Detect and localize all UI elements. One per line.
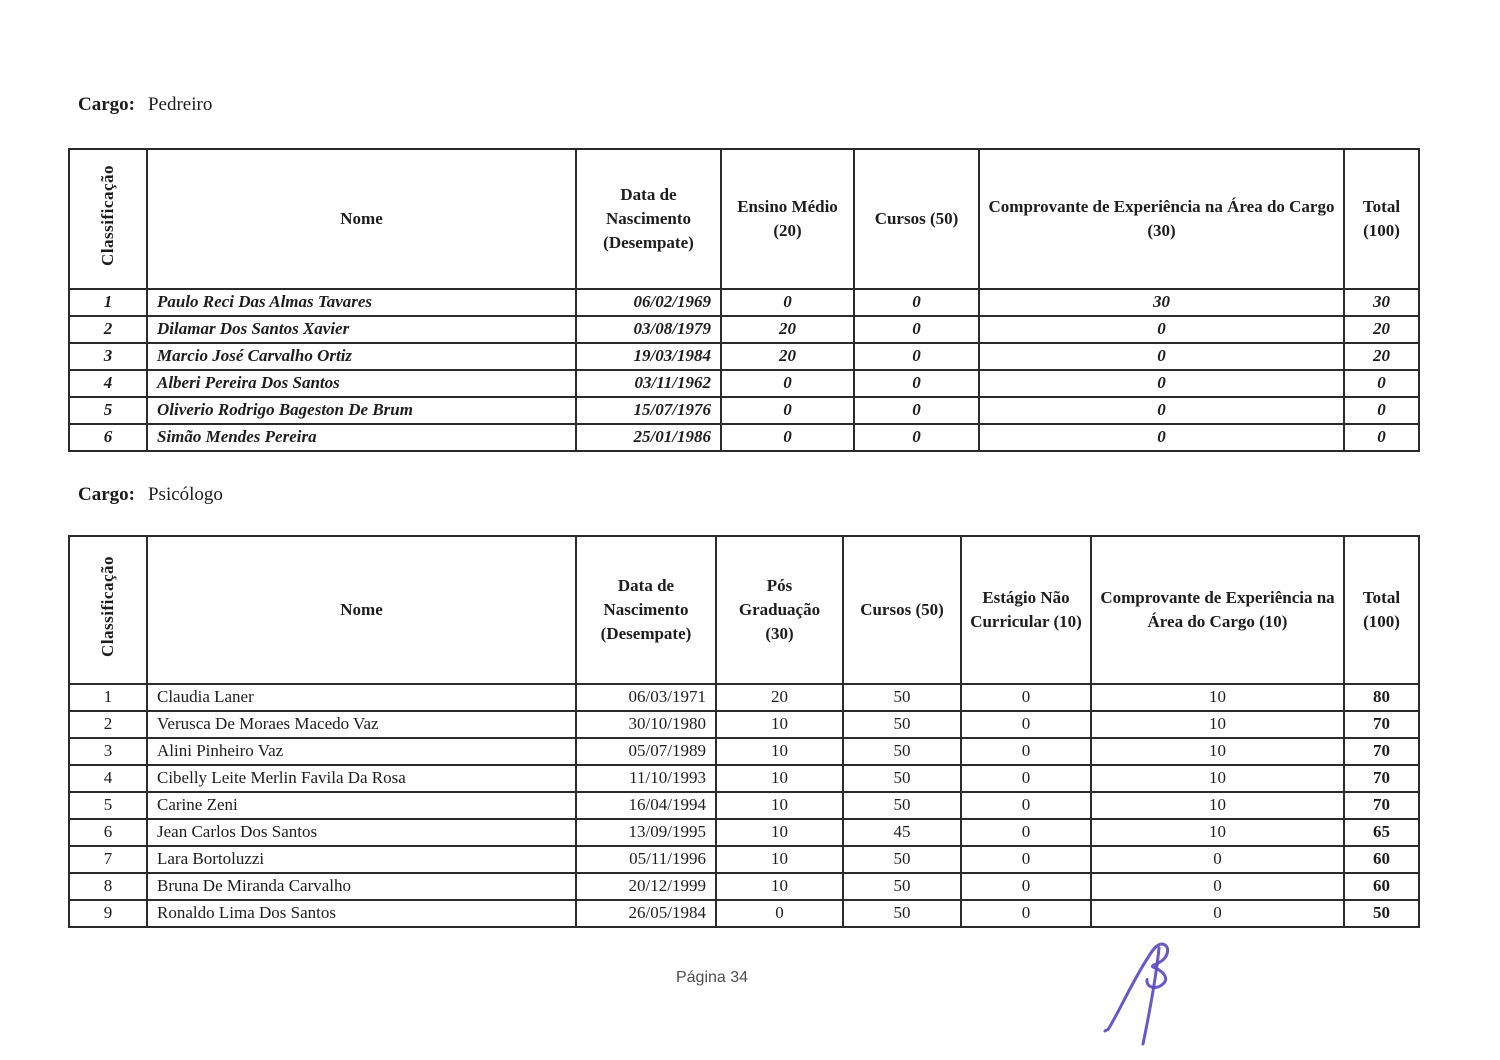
table-cell: 4 xyxy=(69,765,147,792)
table-cell: 16/04/1994 xyxy=(576,792,716,819)
table-cell: Bruna De Miranda Carvalho xyxy=(147,873,576,900)
psicologo-table-header xyxy=(69,536,1419,684)
table-cell: 0 xyxy=(854,424,979,451)
table-cell: 10 xyxy=(716,792,843,819)
table-cell: 60 xyxy=(1344,846,1419,873)
table-row xyxy=(69,343,1419,370)
table-cell: 0 xyxy=(961,765,1091,792)
table-cell: 0 xyxy=(854,289,979,316)
table-cell: 50 xyxy=(843,873,961,900)
table-cell: 20 xyxy=(721,343,854,370)
table-cell: 45 xyxy=(843,819,961,846)
table-cell: 0 xyxy=(961,684,1091,711)
table-cell: 0 xyxy=(961,900,1091,927)
table-cell: 8 xyxy=(69,873,147,900)
table-cell: 10 xyxy=(1091,711,1344,738)
table-cell: 0 xyxy=(961,711,1091,738)
table-cell: 20 xyxy=(721,316,854,343)
table-cell: Alberi Pereira Dos Santos xyxy=(147,370,576,397)
table-cell: Paulo Reci Das Almas Tavares xyxy=(147,289,576,316)
table-cell: 65 xyxy=(1344,819,1419,846)
table-cell: 20 xyxy=(1344,343,1419,370)
table-row xyxy=(69,289,1419,316)
table-cell: 20/12/1999 xyxy=(576,873,716,900)
table-cell: 10 xyxy=(1091,792,1344,819)
table-cell: 7 xyxy=(69,846,147,873)
table-row xyxy=(69,711,1419,738)
table-cell: 0 xyxy=(1091,873,1344,900)
table-cell: 0 xyxy=(1344,424,1419,451)
column-header-data-nascimento: Data de Nascimento (Desempate) xyxy=(576,536,716,684)
table-cell: 03/08/1979 xyxy=(576,316,721,343)
table-cell: 80 xyxy=(1344,684,1419,711)
table-cell: 10 xyxy=(716,846,843,873)
table-cell: 0 xyxy=(721,424,854,451)
table-cell: Cibelly Leite Merlin Favila Da Rosa xyxy=(147,765,576,792)
cargo-value-psicologo: Psicólogo xyxy=(147,484,223,505)
table-cell: 03/11/1962 xyxy=(576,370,721,397)
column-header-data-nascimento: Data de Nascimento (Desempate) xyxy=(576,149,721,289)
column-header-estagio-nao-curricular: Estágio Não Curricular (10) xyxy=(961,536,1091,684)
table-cell: 50 xyxy=(843,711,961,738)
table-cell: 6 xyxy=(69,819,147,846)
table-cell: 0 xyxy=(721,289,854,316)
column-header-label: Classificação xyxy=(98,556,118,658)
table-cell: 70 xyxy=(1344,738,1419,765)
table-cell: 06/02/1969 xyxy=(576,289,721,316)
cargo-heading-psicologo xyxy=(78,484,223,506)
table-cell: 50 xyxy=(843,738,961,765)
table-cell: Oliverio Rodrigo Bageston De Brum xyxy=(147,397,576,424)
table-cell: Lara Bortoluzzi xyxy=(147,846,576,873)
table-cell: 0 xyxy=(854,343,979,370)
column-header-nome: Nome xyxy=(147,149,576,289)
table-cell: 13/09/1995 xyxy=(576,819,716,846)
table-cell: 4 xyxy=(69,370,147,397)
table-cell: 30 xyxy=(1344,289,1419,316)
table-cell: 70 xyxy=(1344,792,1419,819)
cargo-label: Cargo: xyxy=(78,94,135,115)
table-cell: 0 xyxy=(1091,900,1344,927)
table-cell: 05/07/1989 xyxy=(576,738,716,765)
table-cell: 10 xyxy=(716,873,843,900)
table-cell: Marcio José Carvalho Ortiz xyxy=(147,343,576,370)
table-cell: 0 xyxy=(961,873,1091,900)
column-header-label: Classificação xyxy=(98,165,118,267)
cargo-value-pedreiro: Pedreiro xyxy=(147,94,213,115)
table-cell: 70 xyxy=(1344,711,1419,738)
table-cell: 2 xyxy=(69,711,147,738)
table-cell: 9 xyxy=(69,900,147,927)
table-cell: Claudia Laner xyxy=(147,684,576,711)
psicologo-results-table xyxy=(68,535,1420,928)
table-cell: 70 xyxy=(1344,765,1419,792)
column-header-classificacao xyxy=(69,536,147,684)
table-cell: 0 xyxy=(721,397,854,424)
table-cell: 5 xyxy=(69,792,147,819)
column-header-comprovante-experiencia: Comprovante de Experiência na Área do Cargo (30) xyxy=(979,149,1344,289)
table-cell: 50 xyxy=(843,765,961,792)
table-cell: 0 xyxy=(979,370,1344,397)
table-row xyxy=(69,792,1419,819)
table-row xyxy=(69,370,1419,397)
table-cell: 0 xyxy=(979,397,1344,424)
table-cell: 0 xyxy=(716,900,843,927)
table-row xyxy=(69,819,1419,846)
column-header-classificacao xyxy=(69,149,147,289)
table-cell: 50 xyxy=(1344,900,1419,927)
column-header-nome: Nome xyxy=(147,536,576,684)
table-cell: 6 xyxy=(69,424,147,451)
table-row xyxy=(69,765,1419,792)
table-cell: Dilamar Dos Santos Xavier xyxy=(147,316,576,343)
table-cell: 11/10/1993 xyxy=(576,765,716,792)
pedreiro-results-table xyxy=(68,148,1420,452)
cargo-heading-pedreiro xyxy=(78,94,212,116)
psicologo-table-body xyxy=(69,684,1419,927)
table-row xyxy=(69,846,1419,873)
table-row xyxy=(69,900,1419,927)
table-cell: 0 xyxy=(961,846,1091,873)
table-cell: 30 xyxy=(979,289,1344,316)
table-cell: 20 xyxy=(716,684,843,711)
cargo-label: Cargo: xyxy=(78,484,135,505)
page-number: Página 34 xyxy=(675,969,749,986)
table-cell: 0 xyxy=(961,738,1091,765)
column-header-pos-graduacao: Pós Graduação (30) xyxy=(716,536,843,684)
column-header-total: Total (100) xyxy=(1344,149,1419,289)
table-cell: 3 xyxy=(69,738,147,765)
table-cell: 10 xyxy=(716,738,843,765)
table-cell: Alini Pinheiro Vaz xyxy=(147,738,576,765)
table-cell: 5 xyxy=(69,397,147,424)
table-cell: 0 xyxy=(721,370,854,397)
table-cell: 1 xyxy=(69,684,147,711)
column-header-cursos: Cursos (50) xyxy=(854,149,979,289)
table-cell: 15/07/1976 xyxy=(576,397,721,424)
table-cell: 50 xyxy=(843,684,961,711)
table-cell: Jean Carlos Dos Santos xyxy=(147,819,576,846)
table-cell: 0 xyxy=(854,370,979,397)
table-row xyxy=(69,873,1419,900)
table-cell: Simão Mendes Pereira xyxy=(147,424,576,451)
table-cell: 0 xyxy=(1344,397,1419,424)
table-cell: 0 xyxy=(961,792,1091,819)
table-cell: 19/03/1984 xyxy=(576,343,721,370)
table-row xyxy=(69,397,1419,424)
table-row xyxy=(69,738,1419,765)
table-cell: 0 xyxy=(961,819,1091,846)
table-cell: 0 xyxy=(979,343,1344,370)
table-cell: 06/03/1971 xyxy=(576,684,716,711)
table-cell: 10 xyxy=(716,765,843,792)
table-row xyxy=(69,684,1419,711)
column-header-total: Total (100) xyxy=(1344,536,1419,684)
table-cell: 0 xyxy=(1344,370,1419,397)
table-cell: 10 xyxy=(1091,819,1344,846)
table-cell: Carine Zeni xyxy=(147,792,576,819)
pedreiro-table-header xyxy=(69,149,1419,289)
table-cell: 50 xyxy=(843,792,961,819)
table-cell: 10 xyxy=(716,711,843,738)
table-cell: 0 xyxy=(979,424,1344,451)
handwritten-signature xyxy=(1096,938,1192,1050)
table-cell: 26/05/1984 xyxy=(576,900,716,927)
table-cell: 50 xyxy=(843,846,961,873)
table-cell: Ronaldo Lima Dos Santos xyxy=(147,900,576,927)
table-cell: 10 xyxy=(716,819,843,846)
table-cell: 10 xyxy=(1091,684,1344,711)
table-cell: 2 xyxy=(69,316,147,343)
table-cell: 05/11/1996 xyxy=(576,846,716,873)
table-cell: 30/10/1980 xyxy=(576,711,716,738)
table-cell: 0 xyxy=(1091,846,1344,873)
table-row xyxy=(69,424,1419,451)
table-cell: 50 xyxy=(843,900,961,927)
table-cell: 20 xyxy=(1344,316,1419,343)
table-cell: 3 xyxy=(69,343,147,370)
column-header-cursos: Cursos (50) xyxy=(843,536,961,684)
table-cell: 0 xyxy=(854,397,979,424)
column-header-ensino-medio: Ensino Médio (20) xyxy=(721,149,854,289)
table-cell: 10 xyxy=(1091,738,1344,765)
table-cell: 0 xyxy=(979,316,1344,343)
pedreiro-table-body xyxy=(69,289,1419,451)
column-header-comprovante-experiencia: Comprovante de Experiência na Área do Cargo (10) xyxy=(1091,536,1344,684)
table-cell: 1 xyxy=(69,289,147,316)
table-row xyxy=(69,316,1419,343)
table-cell: 0 xyxy=(854,316,979,343)
table-cell: 25/01/1986 xyxy=(576,424,721,451)
table-cell: Verusca De Moraes Macedo Vaz xyxy=(147,711,576,738)
table-cell: 10 xyxy=(1091,765,1344,792)
table-cell: 60 xyxy=(1344,873,1419,900)
